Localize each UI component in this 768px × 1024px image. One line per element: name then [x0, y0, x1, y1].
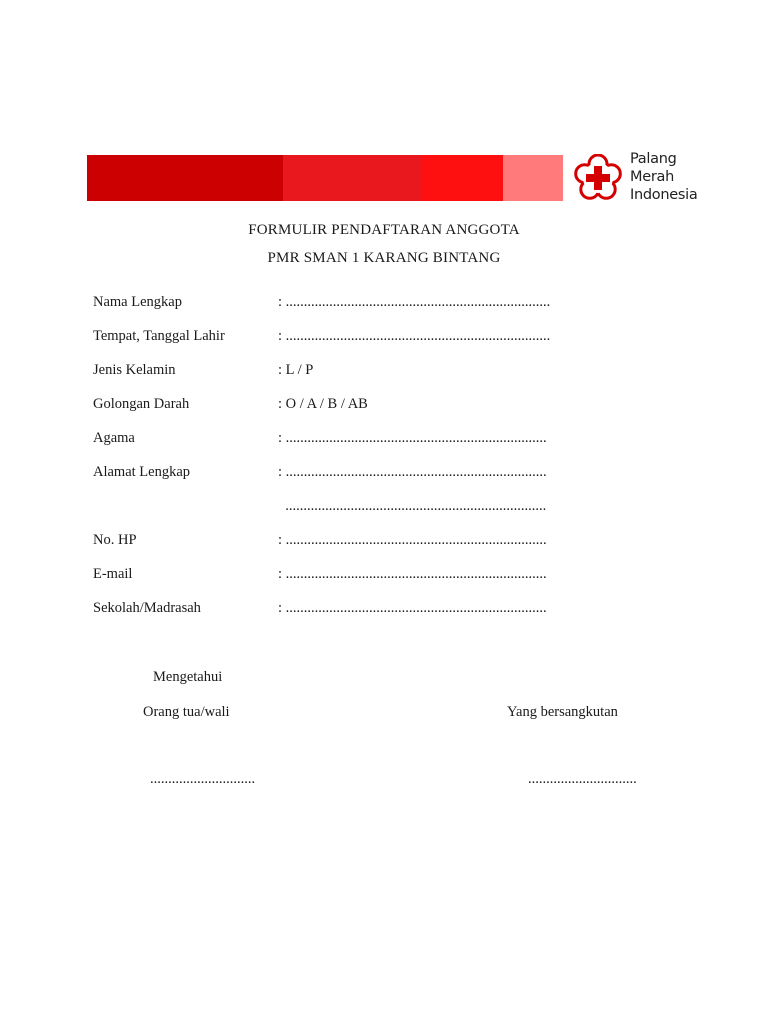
- field-label-agama: Agama: [93, 430, 135, 446]
- field-value-alamat: : ........................................................................: [278, 464, 547, 480]
- field-label-sekolah: Sekolah/Madrasah: [93, 600, 201, 616]
- field-value-email: : ........................................................................: [278, 566, 547, 582]
- field-value-ttl: : .........................................................................: [278, 328, 551, 344]
- logo-line-2: Merah: [630, 169, 674, 185]
- header-color-band: [87, 155, 563, 201]
- band-segment-4: [503, 155, 563, 201]
- field-value-nama: : .........................................................................: [278, 294, 551, 310]
- field-label-no-hp: No. HP: [93, 532, 137, 548]
- pmi-logo: [574, 150, 704, 206]
- logo-line-1: Palang: [630, 151, 677, 167]
- field-label-ttl: Tempat, Tanggal Lahir: [93, 328, 225, 344]
- field-label-golongan-darah: Golongan Darah: [93, 396, 190, 412]
- band-segment-3: [421, 155, 503, 201]
- form-title: FORMULIR PENDAFTARAN ANGGOTA: [248, 222, 520, 238]
- field-value-no-hp: : ........................................................................: [278, 532, 547, 548]
- field-value-alamat-cont: ........................................................................: [278, 498, 547, 514]
- guardian-signature-line: .............................: [150, 771, 256, 787]
- field-label-alamat: Alamat Lengkap: [93, 464, 191, 480]
- band-segment-1: [87, 155, 283, 201]
- applicant-signature-title: Yang bersangkutan: [507, 704, 618, 720]
- applicant-signature-line: ..............................: [528, 771, 637, 787]
- field-label-jenis-kelamin: Jenis Kelamin: [93, 362, 176, 378]
- form-subtitle: PMR SMAN 1 KARANG BINTANG: [267, 250, 501, 266]
- field-value-jenis-kelamin: : L / P: [278, 362, 314, 378]
- field-label-email: E-mail: [93, 566, 133, 582]
- band-segment-2: [283, 155, 421, 201]
- red-cross-flower-icon: [574, 154, 622, 202]
- field-label-nama: Nama Lengkap: [93, 294, 182, 310]
- field-value-sekolah: : ........................................................................: [278, 600, 547, 616]
- logo-line-3: Indonesia: [630, 187, 698, 203]
- field-value-agama: : ........................................................................: [278, 430, 547, 446]
- acknowledge-label: Mengetahui: [153, 669, 223, 685]
- logo-text: [630, 150, 697, 204]
- field-value-golongan-darah: : O / A / B / AB: [278, 396, 368, 412]
- guardian-signature-title: Orang tua/wali: [143, 704, 230, 720]
